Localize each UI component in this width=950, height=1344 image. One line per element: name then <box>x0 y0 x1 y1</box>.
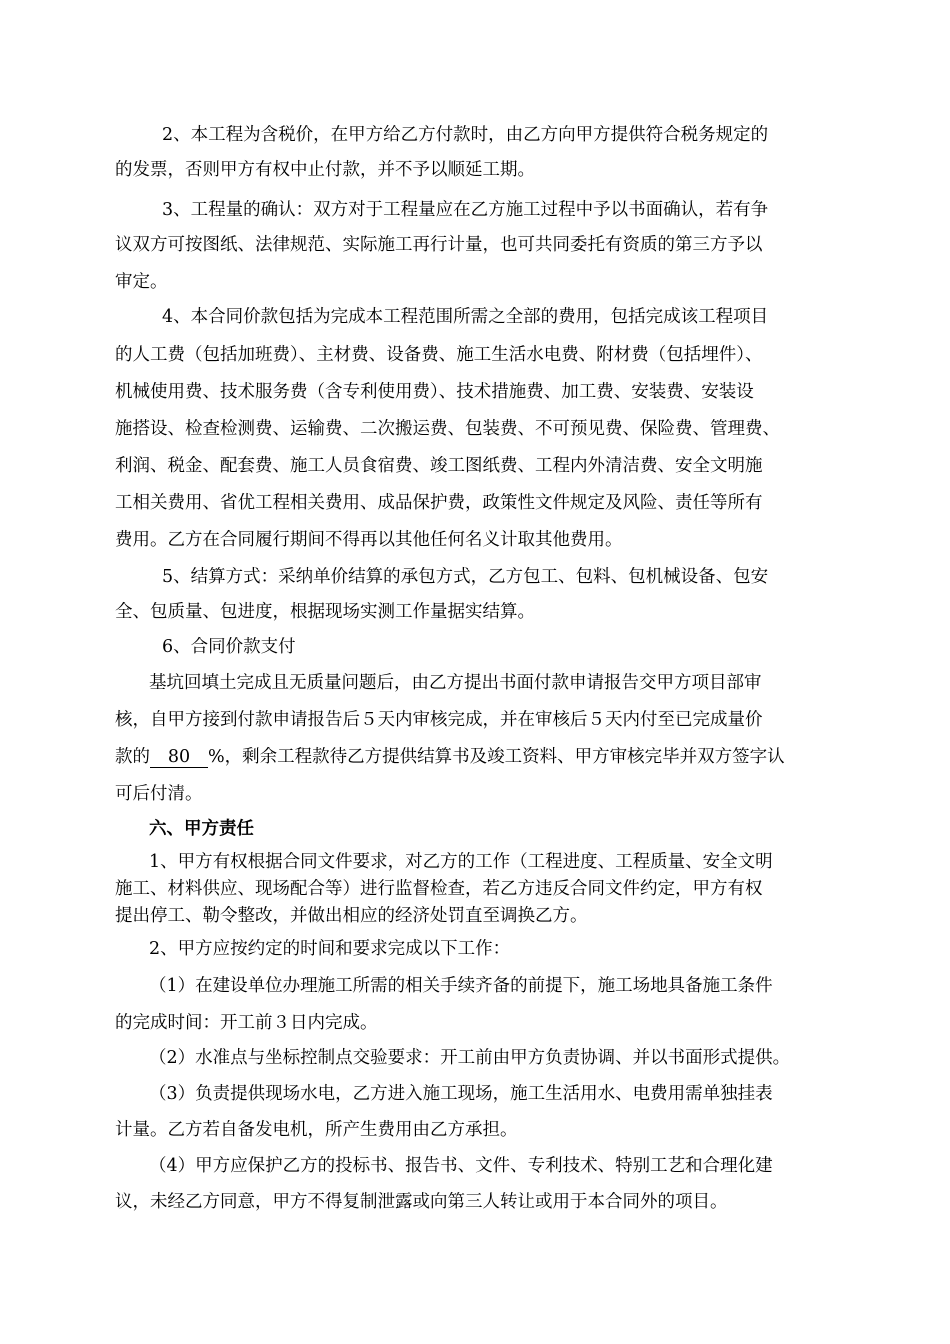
clause-5-line-1: 5、结算方式：采纳单价结算的承包方式，乙方包工、包料、包机械设备、包安 <box>162 567 769 587</box>
clause-6-line-4: 可后付清。 <box>115 784 203 804</box>
item-1-line-2: 的完成时间：开工前３日内完成。 <box>115 1013 378 1033</box>
section-6-heading: 六、甲方责任 <box>149 819 254 839</box>
clause-3-line-1: 3、工程量的确认：双方对于工程量应在乙方施工过程中予以书面确认，若有争 <box>162 200 769 220</box>
clause-4-line-7: 费用。乙方在合同履行期间不得再以其他任何名义计取其他费用。 <box>115 530 623 550</box>
section-6-para-1-line-2: 施工、材料供应、现场配合等）进行监督检查，若乙方违反合同文件约定，甲方有权 <box>115 879 763 899</box>
section-6-para-2: 2、甲方应按约定的时间和要求完成以下工作： <box>149 939 511 959</box>
clause-6-line-3-prefix: 款的 <box>115 747 150 767</box>
clause-6-line-3 <box>115 745 785 769</box>
clause-6-line-2: 核，自甲方接到付款申请报告后５天内审核完成，并在审核后５天内付至已完成量价 <box>115 710 763 730</box>
item-3-line-1: （3）负责提供现场水电，乙方进入施工现场，施工生活用水、电费用需单独挂表 <box>149 1084 773 1104</box>
item-1-line-1: （1）在建设单位办理施工所需的相关手续齐备的前提下，施工场地具备施工条件 <box>149 976 773 996</box>
item-4-line-1: （4）甲方应保护乙方的投标书、报告书、文件、专利技术、特别工艺和合理化建 <box>149 1156 773 1176</box>
clause-3-line-2: 议双方可按图纸、法律规范、实际施工再行计量，也可共同委托有资质的第三方予以 <box>115 235 763 255</box>
clause-6-line-1: 基坑回填土完成且无质量问题后，由乙方提出书面付款申请报告交甲方项目部审 <box>149 673 762 693</box>
clause-6-title: 6、合同价款支付 <box>162 637 296 657</box>
clause-6-line-3-suffix: %，剩余工程款待乙方提供结算书及竣工资料、甲方审核完毕并双方签字认 <box>208 747 785 767</box>
clause-2-line-2: 的发票，否则甲方有权中止付款，并不予以顺延工期。 <box>115 160 535 180</box>
clause-4-line-6: 工相关费用、省优工程相关费用、成品保护费，政策性文件规定及风险、责任等所有 <box>115 493 763 513</box>
item-3-line-2: 计量。乙方若自备发电机，所产生费用由乙方承担。 <box>115 1120 518 1140</box>
clause-4-line-2: 的人工费（包括加班费）、主材费、设备费、施工生活水电费、附材费（包括埋件）、 <box>115 345 763 365</box>
clause-4-line-4: 施搭设、检查检测费、运输费、二次搬运费、包装费、不可预见费、保险费、管理费、 <box>115 419 780 439</box>
clause-2-line-1: 2、本工程为含税价，在甲方给乙方付款时，由乙方向甲方提供符合税务规定的 <box>162 125 769 145</box>
section-6-para-1-line-3: 提出停工、勒令整改，并做出相应的经济处罚直至调换乙方。 <box>115 906 588 926</box>
clause-4-line-1: 4、本合同价款包括为完成本工程范围所需之全部的费用，包括完成该工程项目 <box>162 307 769 327</box>
clause-3-line-3: 审定。 <box>115 272 168 292</box>
item-4-line-2: 议，未经乙方同意，甲方不得复制泄露或向第三人转让或用于本合同外的项目。 <box>115 1192 728 1212</box>
item-2: （2）水准点与坐标控制点交验要求：开工前由甲方负责协调、并以书面形式提供。 <box>149 1048 791 1068</box>
clause-5-line-2: 全、包质量、包进度，根据现场实测工作量据实结算。 <box>115 602 535 622</box>
clause-4-line-5: 利润、税金、配套费、施工人员食宿费、竣工图纸费、工程内外清洁费、安全文明施 <box>115 456 763 476</box>
section-6-para-1-line-1: 1、甲方有权根据合同文件要求，对乙方的工作（工程进度、工程质量、安全文明 <box>149 852 773 872</box>
clause-4-line-3: 机械使用费、技术服务费（含专利使用费）、技术措施费、加工费、安装费、安装设 <box>115 382 754 402</box>
payment-percentage-blank: 80 <box>150 747 208 768</box>
